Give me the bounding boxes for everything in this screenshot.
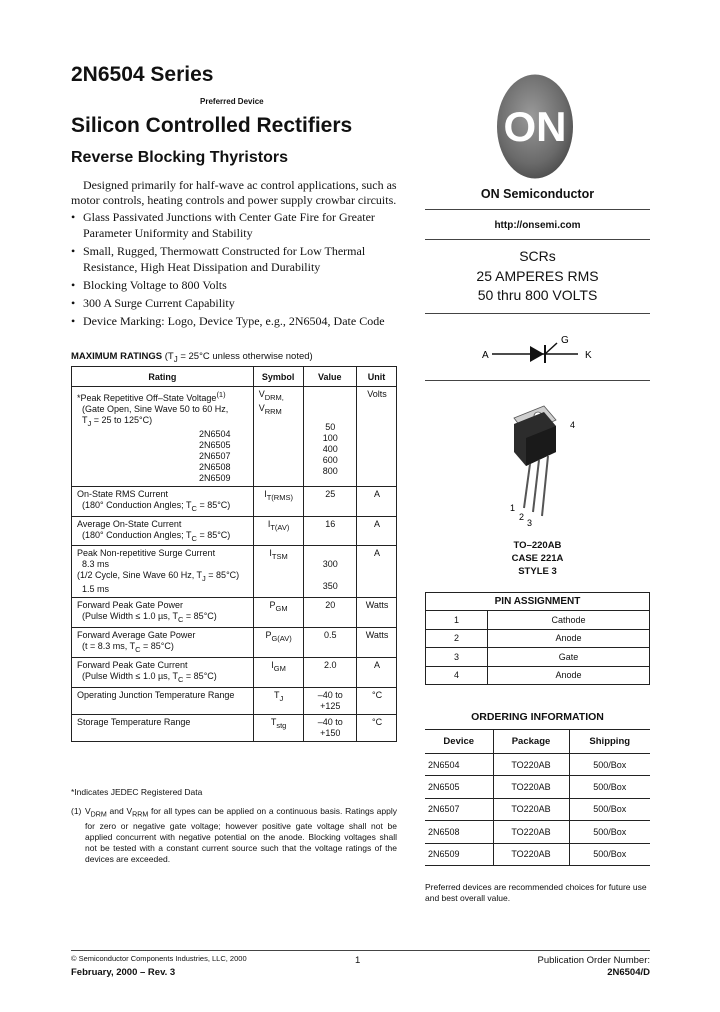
unit-cell: Watts (357, 598, 397, 628)
shipping-cell: 500/Box (569, 843, 650, 865)
symbol-sub: RRM (264, 406, 282, 416)
intro-paragraph: Designed primarily for half-wave ac control applications, such as motor controls, heating controls and power supply crowbar circuits. (71, 178, 397, 207)
text-sub: J (202, 574, 206, 584)
unit-cell: A (357, 486, 397, 516)
symbol-cell (253, 516, 303, 546)
rating-line (77, 671, 249, 685)
table-row (425, 798, 650, 820)
rating-cell (72, 627, 254, 657)
value-text: 300 (322, 559, 338, 570)
rating-line: Average On-State Current (77, 518, 182, 529)
rating-cell (72, 486, 254, 516)
preferred-devices-note: Preferred devices are recommended choices for future use and best overall value. (425, 882, 647, 903)
text-part: = 85°C) (196, 529, 231, 540)
brand-name: ON Semiconductor (480, 187, 595, 201)
rating-line: Forward Average Gate Power (77, 629, 196, 640)
table-row (72, 627, 397, 657)
rating-cell (72, 516, 254, 546)
symbol-base: I (271, 659, 274, 670)
symbol-base: P (269, 600, 276, 611)
device-cell: 2N6505 (425, 776, 493, 798)
feature-item: • Device Marking: Logo, Device Type, e.g., 2N6504, Date Code (71, 313, 403, 329)
text-sub: J (87, 418, 92, 428)
pin-number: 4 (426, 666, 488, 685)
pin-number: 2 (426, 629, 488, 648)
col-header-unit: Unit (357, 367, 397, 387)
product-line: 25 AMPERES RMS (476, 267, 599, 284)
text-part: = 85°C) (205, 570, 240, 581)
rating-line: Peak Non-repetitive Surge Current (77, 548, 216, 559)
rating-line: Forward Peak Gate Current (77, 659, 188, 670)
symbol-sub: TSM (271, 552, 288, 562)
condition-suffix: = 25°C unless otherwise noted) (177, 351, 313, 362)
device-cell: 2N6509 (425, 843, 493, 865)
table-row (72, 687, 397, 714)
unit-cell: Watts (357, 627, 397, 657)
lead-3 (542, 456, 548, 516)
text-part: = 85°C) (183, 611, 217, 622)
feature-item: • Blocking Voltage to 800 Volts (71, 277, 403, 293)
symbol-cell (253, 627, 303, 657)
symbol-cell (253, 598, 303, 628)
product-line: 50 thru 800 VOLTS (477, 287, 598, 303)
anode-label: A (482, 350, 489, 361)
table-header-row (72, 367, 397, 387)
cathode-label: K (585, 350, 592, 361)
rating-cell (72, 657, 254, 687)
scr-schematic-symbol (478, 330, 598, 376)
device-name: 2N6505 (199, 439, 231, 450)
symbol-base: I (269, 548, 272, 559)
text-part: (t = 8.3 ms, T (82, 640, 136, 651)
shipping-cell: 500/Box (569, 821, 650, 843)
table-row (426, 666, 650, 685)
device-name: 2N6504 (199, 428, 231, 439)
device-name: 2N6507 (199, 450, 231, 461)
condition-sub: J (173, 354, 178, 364)
symbol-base: I (264, 488, 267, 499)
gate-lead (545, 343, 557, 354)
unit-cell: A (357, 516, 397, 546)
table-row (425, 754, 650, 776)
preferred-device-label: Preferred Device (200, 97, 264, 106)
shipping-cell: 500/Box (569, 776, 650, 798)
value-cell: 16 (303, 516, 357, 546)
symbol-base: P (265, 629, 272, 640)
copyright: © Semiconductor Components Industries, LLC, 2000 (71, 954, 247, 963)
symbol-base: I (267, 518, 271, 529)
table-row (72, 486, 397, 516)
shipping-cell: 500/Box (569, 754, 650, 776)
text-part: (180° Conduction Angles; T (82, 529, 192, 540)
value-cell (303, 714, 357, 741)
rating-cell (72, 598, 254, 628)
product-summary (425, 247, 650, 306)
symbol-sub: T(AV) (270, 522, 290, 532)
unit-cell: A (357, 657, 397, 687)
text-part: for all types can be applied on a continuous basis. Ratings apply for zero or negative gate voltage; however positive gate voltage shall not be applied concurrent with negative potential on the anode. Blocking voltages shall not be tested with a constant current source such that the voltage ratings of the devices are exceeded. (85, 806, 398, 864)
page-title: Silicon Controlled Rectifiers (71, 114, 353, 137)
shipping-cell: 500/Box (569, 798, 650, 820)
ordering-info-table (425, 729, 650, 866)
lead-2 (533, 460, 539, 512)
value-cell: 20 (303, 598, 357, 628)
divider (425, 239, 650, 240)
value-cell (303, 687, 357, 714)
symbol-base: T (270, 716, 277, 727)
pin-name: Anode (488, 666, 650, 685)
text-sub: C (191, 533, 197, 543)
table-row (426, 629, 650, 648)
text-sub: C (178, 614, 184, 624)
table-row (426, 611, 650, 630)
symbol-base: T (273, 689, 280, 700)
pin-label-1: 1 (510, 503, 516, 513)
unit-cell: °C (357, 714, 397, 741)
table-header-row (425, 730, 650, 754)
rating-line (77, 641, 249, 655)
pin-number: 3 (426, 648, 488, 667)
publication-number: 2N6504/D (607, 967, 650, 978)
value-text: 350 (322, 581, 338, 592)
rating-cell (72, 387, 254, 487)
condition-prefix: (T (164, 351, 174, 362)
package-cell: TO220AB (493, 843, 569, 865)
value-text: +150 (320, 727, 341, 738)
value-cell (303, 546, 357, 598)
symbol-sub: J (279, 693, 284, 703)
revision-date: February, 2000 – Rev. 3 (71, 967, 176, 978)
max-ratings-title (71, 351, 313, 364)
text-part: = 25 to 125°C) (91, 415, 153, 425)
rating-line (77, 570, 249, 584)
publication-label: Publication Order Number: (537, 955, 650, 966)
symbol-sub: G(AV) (271, 633, 292, 643)
page-number: 1 (355, 955, 361, 966)
pin-name: Cathode (488, 611, 650, 630)
pin-number: 1 (426, 611, 488, 630)
table-row (425, 843, 650, 865)
rating-line (77, 415, 249, 429)
symbol-cell (253, 687, 303, 714)
rating-line: 1.5 ms (82, 584, 110, 595)
rating-line: Forward Peak Gate Power (77, 600, 184, 611)
value-text: 800 (322, 466, 338, 476)
value-text: –40 to (317, 716, 343, 727)
col-header-shipping: Shipping (569, 730, 650, 754)
rating-cell (72, 546, 254, 598)
device-name: 2N6508 (199, 461, 231, 472)
to220-package-illustration (500, 390, 580, 530)
text-part: T (82, 415, 88, 425)
case-line: CASE 221A (511, 553, 564, 564)
feature-item: • 300 A Surge Current Capability (71, 295, 403, 311)
text-part: V (85, 806, 91, 816)
text-sub: C (135, 644, 141, 654)
value-text: +125 (320, 700, 341, 711)
col-header-rating: Rating (72, 367, 254, 387)
ordering-info-title: ORDERING INFORMATION (471, 711, 604, 723)
footnote (71, 806, 397, 865)
device-cell: 2N6508 (425, 821, 493, 843)
unit-cell: A (357, 546, 397, 598)
on-semiconductor-logo (496, 73, 574, 180)
divider (425, 313, 650, 314)
value-text: 600 (322, 455, 338, 465)
text-sub: RRM (132, 810, 149, 819)
divider (425, 380, 650, 381)
text-sub: C (191, 503, 197, 513)
value-text: 100 (322, 433, 338, 443)
rating-line (77, 530, 249, 544)
text-part: = 85°C) (196, 499, 231, 510)
feature-item: • Small, Rugged, Thermowatt Constructed for Low Thermal Resistance, High Heat Dissipation and Durability (71, 243, 403, 275)
feature-item: • Glass Passivated Junctions with Center Gate Fire for Greater Parameter Uniformity and Stability (71, 209, 403, 241)
text-part: (Pulse Width ≤ 1.0 µs, T (82, 670, 178, 681)
value-text: 400 (322, 444, 338, 454)
pin-name: Anode (488, 629, 650, 648)
max-ratings-table (71, 366, 397, 742)
rating-line: *Peak Repetitive Off–State Voltage (77, 393, 217, 403)
symbol-sub: T(RMS) (266, 492, 293, 502)
max-ratings-heading: MAXIMUM RATINGS (71, 351, 163, 362)
symbol-cell (253, 387, 303, 487)
value-text: –40 to (317, 689, 343, 700)
feature-list (71, 209, 403, 331)
value-cell: 0.5 (303, 627, 357, 657)
rating-line: On-State RMS Current (77, 488, 169, 499)
case-line: STYLE 3 (518, 566, 557, 577)
text-part: V (126, 806, 133, 816)
unit-cell: Volts (357, 387, 397, 487)
table-row (72, 714, 397, 741)
text-part: (1/2 Cycle, Sine Wave 60 Hz, T (77, 570, 203, 581)
divider (425, 209, 650, 210)
device-cell: 2N6504 (425, 754, 493, 776)
table-row (425, 776, 650, 798)
jedec-note: *Indicates JEDEC Registered Data (71, 787, 203, 797)
table-row (72, 516, 397, 546)
table-row (72, 387, 397, 487)
pin-label-3: 3 (527, 518, 533, 528)
pin-label-4: 4 (570, 420, 576, 430)
case-info (425, 539, 650, 578)
max-ratings-condition (165, 351, 313, 362)
table-row (425, 821, 650, 843)
symbol-sub: GM (273, 663, 286, 673)
col-header-value: Value (303, 367, 357, 387)
table-header-row (426, 593, 650, 611)
package-cell: TO220AB (493, 821, 569, 843)
col-header-package: Package (493, 730, 569, 754)
device-name: 2N6509 (199, 472, 231, 483)
rating-cell: Storage Temperature Range (72, 714, 254, 741)
value-cell: 2.0 (303, 657, 357, 687)
package-cell: TO220AB (493, 798, 569, 820)
value-text: 50 (325, 422, 336, 432)
symbol-base: V (258, 402, 265, 413)
diode-triangle (530, 346, 544, 362)
package-cell: TO220AB (493, 754, 569, 776)
col-header-device: Device (425, 730, 493, 754)
table-row (72, 546, 397, 598)
pin-assignment-title: PIN ASSIGNMENT (426, 593, 650, 611)
table-row (72, 598, 397, 628)
logo-text: ON (503, 103, 567, 150)
rating-line: (Gate Open, Sine Wave 50 to 60 Hz, (82, 404, 229, 414)
symbol-cell (253, 486, 303, 516)
pin-assignment-table (425, 592, 650, 685)
symbol-sub: GM (275, 603, 288, 613)
footer-divider (71, 950, 650, 951)
col-header-symbol: Symbol (253, 367, 303, 387)
package-cell: TO220AB (493, 776, 569, 798)
lead-1 (524, 464, 530, 508)
device-cell: 2N6507 (425, 798, 493, 820)
text-part: and (106, 806, 127, 816)
symbol-sub: stg (276, 720, 287, 730)
footnote-text (71, 806, 397, 865)
rating-line: 8.3 ms (82, 559, 110, 570)
page-subtitle: Reverse Blocking Thyristors (71, 149, 288, 166)
symbol-cell (253, 657, 303, 687)
symbol-cell (253, 714, 303, 741)
symbol-base: V (258, 389, 265, 399)
website-url: http://onsemi.com (494, 220, 581, 231)
table-row (72, 657, 397, 687)
rating-cell: Operating Junction Temperature Range (72, 687, 254, 714)
table-row (426, 648, 650, 667)
pin-label-2: 2 (519, 512, 525, 522)
text-part: = 85°C) (183, 670, 217, 681)
rating-line (77, 611, 249, 625)
text-sub: DRM (90, 810, 107, 819)
value-cell (303, 387, 357, 487)
symbol-cell (253, 546, 303, 598)
text-sub: C (178, 674, 184, 684)
footnote-number: (1) (71, 806, 82, 816)
text-part: (180° Conduction Angles; T (82, 499, 192, 510)
unit-cell: °C (357, 687, 397, 714)
footnote-ref: (1) (216, 390, 226, 399)
pin-name: Gate (488, 648, 650, 667)
symbol-sub: DRM, (264, 392, 284, 402)
text-part: = 85°C) (140, 640, 174, 651)
product-line: SCRs (519, 248, 556, 264)
text-part: (Pulse Width ≤ 1.0 µs, T (82, 611, 178, 622)
value-cell: 25 (303, 486, 357, 516)
rating-line (77, 500, 249, 514)
case-line: TO–220AB (513, 540, 562, 551)
series-title: 2N6504 Series (71, 63, 214, 86)
gate-label: G (561, 335, 569, 346)
